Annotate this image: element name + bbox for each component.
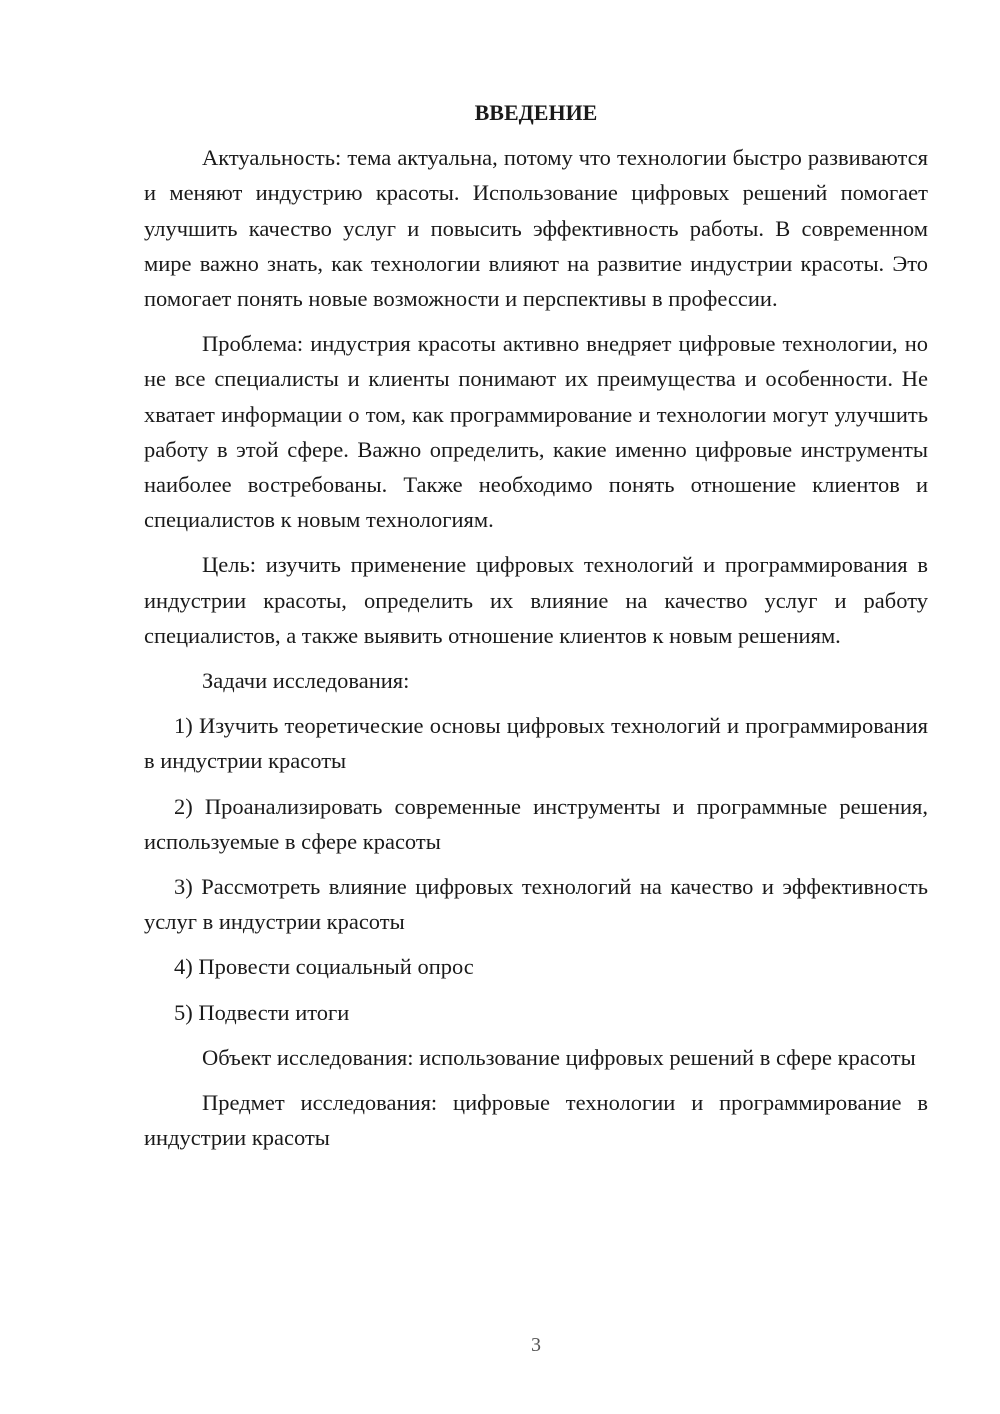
- tasks-heading: Задачи исследования:: [202, 668, 410, 694]
- page-content: [144, 95, 928, 1155]
- task-item: 3) Рассмотреть влияние цифровых технологий на качество и эффективность услуг в индустрии красоты: [144, 874, 928, 935]
- goal-paragraph: Цель: изучить применение цифровых технологий и программирования в индустрии красоты, определить их влияние на качество услуг и работу специалистов, а также выявить отношение клиентов к новым решениям.: [144, 552, 928, 648]
- problem-paragraph: Проблема: индустрия красоты активно внедряет цифровые технологии, но не все специалисты и клиенты понимают их преимущества и особенности. Не хватает информации о том, как программирование и технологии могут улучшить работу в этой сфере. Важно определить, какие именно цифровые инструменты наиболее востребованы. Также необходимо понять отношение клиентов и специалистов к новым технологиям.: [144, 331, 928, 533]
- task-item: 5) Подвести итоги: [174, 999, 350, 1025]
- task-item: 4) Провести социальный опрос: [174, 954, 474, 980]
- task-item: 2) Проанализировать современные инструменты и программные решения, используемые в сфере красоты: [144, 793, 928, 854]
- page-title: ВВЕДЕНИЕ: [474, 100, 598, 125]
- subject-paragraph: Предмет исследования: цифровые технологии и программирование в индустрии красоты: [144, 1090, 928, 1151]
- task-item: 1) Изучить теоретические основы цифровых технологий и программирования в индустрии красоты: [144, 713, 928, 774]
- relevance-paragraph: Актуальность: тема актуальна, потому что технологии быстро развиваются и меняют индустрию красоты. Использование цифровых решений помогает улучшить качество услуг и повысить эффективность работы. В современном мире важно знать, как технологии влияют на развитие индустрии красоты. Это помогает понять новые возможности и перспективы в профессии.: [144, 145, 928, 312]
- page-number: 3: [531, 1334, 541, 1356]
- object-paragraph: Объект исследования: использование цифровых решений в сфере красоты: [202, 1044, 916, 1070]
